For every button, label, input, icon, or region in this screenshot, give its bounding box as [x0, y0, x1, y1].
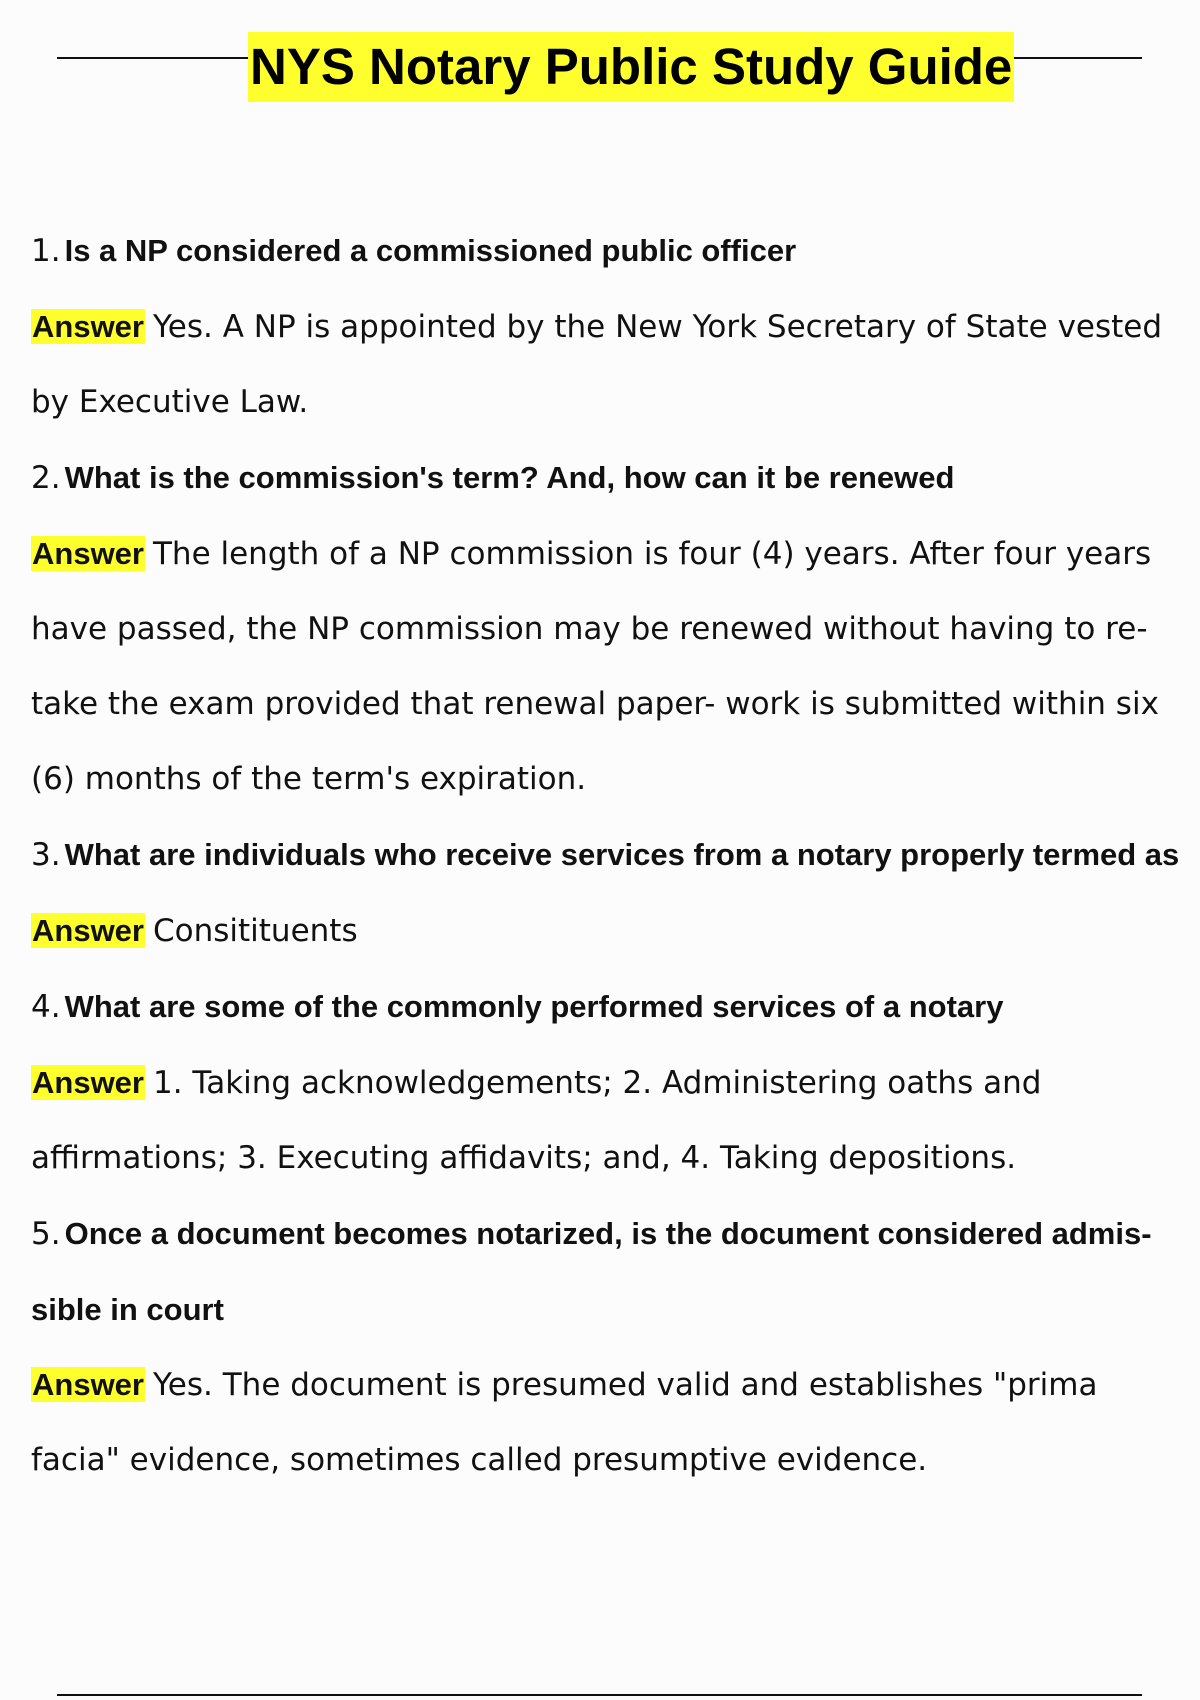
- question-number: 4.: [31, 989, 61, 1025]
- answer-label: Answer: [32, 309, 144, 344]
- question-4: [31, 969, 1196, 1045]
- page-title: NYS Notary Public Study Guide: [248, 32, 1014, 102]
- question-text: What are some of the commonly performed services of a notary: [64, 989, 1004, 1024]
- answer-3: [31, 893, 1196, 969]
- question-number: 2.: [31, 460, 61, 496]
- answer-2: [31, 516, 1196, 817]
- footer-rule: [57, 1694, 1142, 1696]
- question-3: [31, 817, 1196, 893]
- answer-label: Answer: [32, 536, 144, 571]
- answer-text: Yes. The document is presumed valid and establishes "prima facia" evidence, sometimes called presumptive evidence.: [31, 1367, 1098, 1478]
- answer-text: The length of a NP commission is four (4) years. After four years have passed, the NP commission may be renewed without having to re-take the exam provided that renewal paper- work is submitted within six (6) months of the term's expiration.: [31, 536, 1159, 797]
- answer-text: Consitituents: [152, 913, 358, 949]
- question-text: What are individuals who receive services from a notary properly termed as: [64, 837, 1180, 872]
- answer-5: [31, 1347, 1196, 1498]
- answer-text: Yes. A NP is appointed by the New York Secretary of State vested by Executive Law.: [31, 309, 1163, 420]
- question-text: What is the commission's term? And, how can it be renewed: [64, 460, 955, 495]
- title-row: [57, 32, 1142, 102]
- answer-label: Answer: [32, 913, 144, 948]
- question-1: [31, 213, 1196, 289]
- answer-4: [31, 1045, 1196, 1196]
- question-2: [31, 440, 1196, 516]
- question-number: 3.: [31, 837, 61, 873]
- question-text: Once a document becomes notarized, is the document considered admis- sible in court: [31, 1216, 1152, 1327]
- answer-label: Answer: [32, 1065, 144, 1100]
- question-text: Is a NP considered a commissioned public officer: [64, 233, 797, 268]
- answer-text: 1. Taking acknowledgements; 2. Administering oaths and affirmations; 3. Executing affidavits; and, 4. Taking depositions.: [31, 1065, 1042, 1176]
- question-5: [31, 1196, 1196, 1347]
- question-number: 5.: [31, 1216, 61, 1252]
- qa-list: [31, 213, 1196, 1498]
- answer-label: Answer: [32, 1367, 144, 1402]
- answer-1: [31, 289, 1196, 440]
- question-number: 1.: [31, 233, 61, 269]
